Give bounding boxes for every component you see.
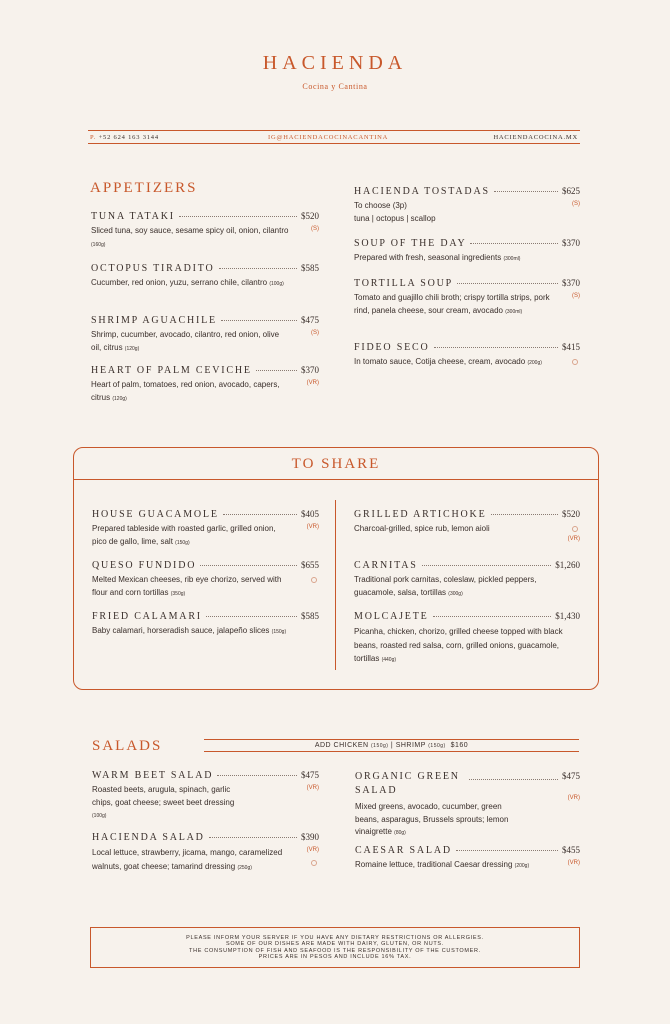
notice-line: PLEASE INFORM YOUR SERVER IF YOU HAVE ANY DIETARY RESTRICTIONS OR ALLERGIES. (186, 935, 484, 941)
item-description: To choose (3p) tuna | octopus | scallop (354, 201, 436, 223)
item-description: Heart of palm, tomatoes, red onion, avocado, capers, citrus (120g) (91, 380, 280, 402)
diet-tag: (VR) (306, 785, 319, 791)
menu-item-hacienda-salad (92, 832, 319, 875)
item-price: $370 (562, 238, 580, 248)
menu-item-carnitas (354, 560, 580, 600)
item-description: Baby calamari, horseradish sauce, jalapeño slices (150g) (92, 626, 287, 635)
addon-price: $160 (450, 742, 469, 749)
item-description: Cucumber, red onion, yuzu, serrano chile, cilantro (100g) (91, 278, 284, 287)
spicy-icon (572, 359, 578, 365)
to-share-header-line (73, 479, 599, 480)
item-name: HACIENDA TOSTADAS (354, 186, 490, 197)
diet-tag: (VR) (567, 795, 580, 801)
item-name: CAESAR SALAD (355, 845, 452, 856)
notice-line: PRICES ARE IN PESOS AND INCLUDE 16% TAX. (258, 954, 412, 961)
allergy-notice (90, 927, 580, 968)
item-name: MOLCAJETE (354, 611, 429, 622)
item-price: $655 (301, 560, 319, 570)
menu-item-tuna-tataki (91, 211, 319, 251)
item-description: Charcoal-grilled, spice rub, lemon aioli (354, 524, 490, 533)
menu-item-heart-of-palm-ceviche (91, 365, 319, 405)
nuts-icon (311, 577, 317, 583)
addon-shrimp-label: SHRIMP (395, 742, 426, 749)
item-price: $390 (301, 832, 319, 842)
nuts-icon (311, 860, 317, 866)
item-name: HACIENDA SALAD (92, 832, 205, 843)
menu-item-fideo-seco (354, 342, 580, 370)
menu-item-tortilla-soup (354, 278, 580, 318)
item-name: FIDEO SECO (354, 342, 430, 353)
menu-item-octopus-tiradito (91, 263, 319, 291)
menu-item-queso-fundido (92, 560, 319, 600)
item-name: ORGANIC GREEN SALAD (355, 771, 460, 796)
item-name: TORTILLA SOUP (354, 278, 454, 289)
item-name: FRIED CALAMARI (92, 611, 202, 622)
diet-tag: (VR) (306, 847, 319, 853)
item-name: TUNA TATAKI (91, 211, 175, 222)
item-price: $585 (301, 611, 319, 621)
item-price: $370 (301, 365, 319, 375)
diet-tag: (VR) (306, 380, 319, 386)
item-name: HEART OF PALM CEVICHE (91, 365, 252, 376)
item-name: QUESO FUNDIDO (92, 560, 197, 571)
menu-item-fried-calamari (92, 611, 319, 639)
salads-title: SALADS (92, 738, 163, 754)
item-price: $475 (301, 315, 319, 325)
menu-item-soup-of-the-day (354, 238, 580, 266)
diet-tag: (VR) (567, 860, 580, 866)
item-name: CARNITAS (354, 560, 418, 571)
diet-tag: (VR) (306, 524, 319, 530)
contact-bar (88, 130, 580, 144)
brand-header (0, 52, 670, 91)
item-name: GRILLED ARTICHOKE (354, 509, 487, 520)
phone-number: +52 624 163 3144 (98, 134, 159, 141)
diet-tag: (S) (311, 226, 319, 232)
item-name: SOUP OF THE DAY (354, 238, 467, 249)
item-price: $520 (562, 509, 580, 519)
brand-subtitle: Cocina y Cantina (302, 82, 368, 91)
item-description: Roasted beets, arugula, spinach, garlic chips, goat cheese; sweet beet dressing (100g) (92, 785, 235, 819)
item-price: $1,430 (555, 611, 580, 621)
item-price: $370 (562, 278, 580, 288)
notice-line: SOME OF OUR DISHES ARE MADE WITH DAIRY, GLUTEN, OR NUTS. (225, 941, 445, 948)
menu-item-molcajete (354, 611, 580, 668)
phone-info (90, 134, 159, 141)
diet-tag: (VR) (567, 536, 580, 542)
item-description: Prepared tableside with roasted garlic, grilled onion, pico de gallo, lime, salt (150g) (92, 524, 276, 546)
item-description: Melted Mexican cheeses, rib eye chorizo, served with flour and corn tortillas (350g) (92, 575, 282, 597)
menu-item-warm-beet-salad (92, 770, 319, 823)
item-price: $1,260 (555, 560, 580, 570)
item-description: Sliced tuna, soy sauce, sesame spicy oil, onion, cilantro (160g) (91, 226, 289, 248)
item-price: $625 (562, 186, 580, 196)
addon-chicken-label: ADD CHICKEN (314, 742, 369, 749)
menu-item-caesar-salad (355, 845, 580, 873)
item-description: Mixed greens, avocado, cucumber, green beans, asparagus, Brussels sprouts; lemon vinaigrette (80g) (355, 802, 509, 836)
item-price: $455 (562, 845, 580, 855)
item-price: $405 (301, 509, 319, 519)
menu-item-grilled-artichoke (354, 509, 580, 542)
item-description: Prepared with fresh, seasonal ingredients (300ml) (354, 253, 521, 262)
phone-label: P. (90, 134, 97, 141)
item-description: Traditional pork carnitas, coleslaw, pickled peppers, guacamole, salsa, tortillas (300g) (354, 575, 537, 597)
item-price: $415 (562, 342, 580, 352)
item-description: Romaine lettuce, traditional Caesar dressing (200g) (355, 860, 530, 869)
to-share-title: TO SHARE (291, 456, 381, 472)
appetizers-title: APPETIZERS (90, 180, 198, 196)
item-name: SHRIMP AGUACHILE (91, 315, 217, 326)
menu-item-organic-green-salad (355, 770, 580, 840)
spicy-icon (572, 526, 578, 532)
salad-addon-bar: ADD CHICKEN (150g) | SHRIMP (150g) $160 (204, 739, 579, 752)
item-description: Local lettuce, strawberry, jicama, mango, caramelized walnuts, goat cheese; tamarind dressing (250g) (92, 848, 283, 871)
item-description: Picanha, chicken, chorizo, grilled cheese topped with black beans, roasted red salsa, corn, grilled onions, guacamole, tortillas (440g) (354, 627, 563, 663)
to-share-divider (335, 500, 336, 670)
diet-tag: (S) (311, 330, 319, 336)
item-name: HOUSE GUACAMOLE (92, 509, 219, 520)
item-name: OCTOPUS TIRADITO (91, 263, 215, 274)
brand-title: HACIENDA (262, 52, 408, 74)
item-price: $585 (301, 263, 319, 273)
item-price: $475 (301, 770, 319, 780)
notice-line: THE CONSUMPTION OF FISH AND SEAFOOD IS THE RESPONSIBILITY OF THE CUSTOMER. (189, 947, 481, 954)
instagram-handle[interactable]: IG@HACIENDACOCINACANTINA (268, 134, 389, 141)
diet-tag: (S) (572, 293, 580, 299)
item-description: In tomato sauce, Cotija cheese, cream, avocado (200g) (354, 357, 542, 366)
menu-item-house-guacamole (92, 509, 319, 549)
item-price: $475 (562, 771, 580, 781)
menu-item-shrimp-aguachile (91, 315, 319, 355)
item-description: Shrimp, cucumber, avocado, cilantro, red onion, olive oil, citrus (120g) (91, 330, 280, 352)
website-link[interactable]: HACIENDACOCINA.MX (493, 134, 578, 141)
item-price: $520 (301, 211, 319, 221)
item-name: WARM BEET SALAD (92, 770, 214, 781)
diet-tag: (S) (572, 201, 580, 207)
item-description: Tomato and guajillo chili broth; crispy tortilla strips, pork rind, panela cheese, sour cream, avocado (300ml) (354, 293, 550, 315)
menu-item-hacienda-tostadas (354, 186, 580, 225)
